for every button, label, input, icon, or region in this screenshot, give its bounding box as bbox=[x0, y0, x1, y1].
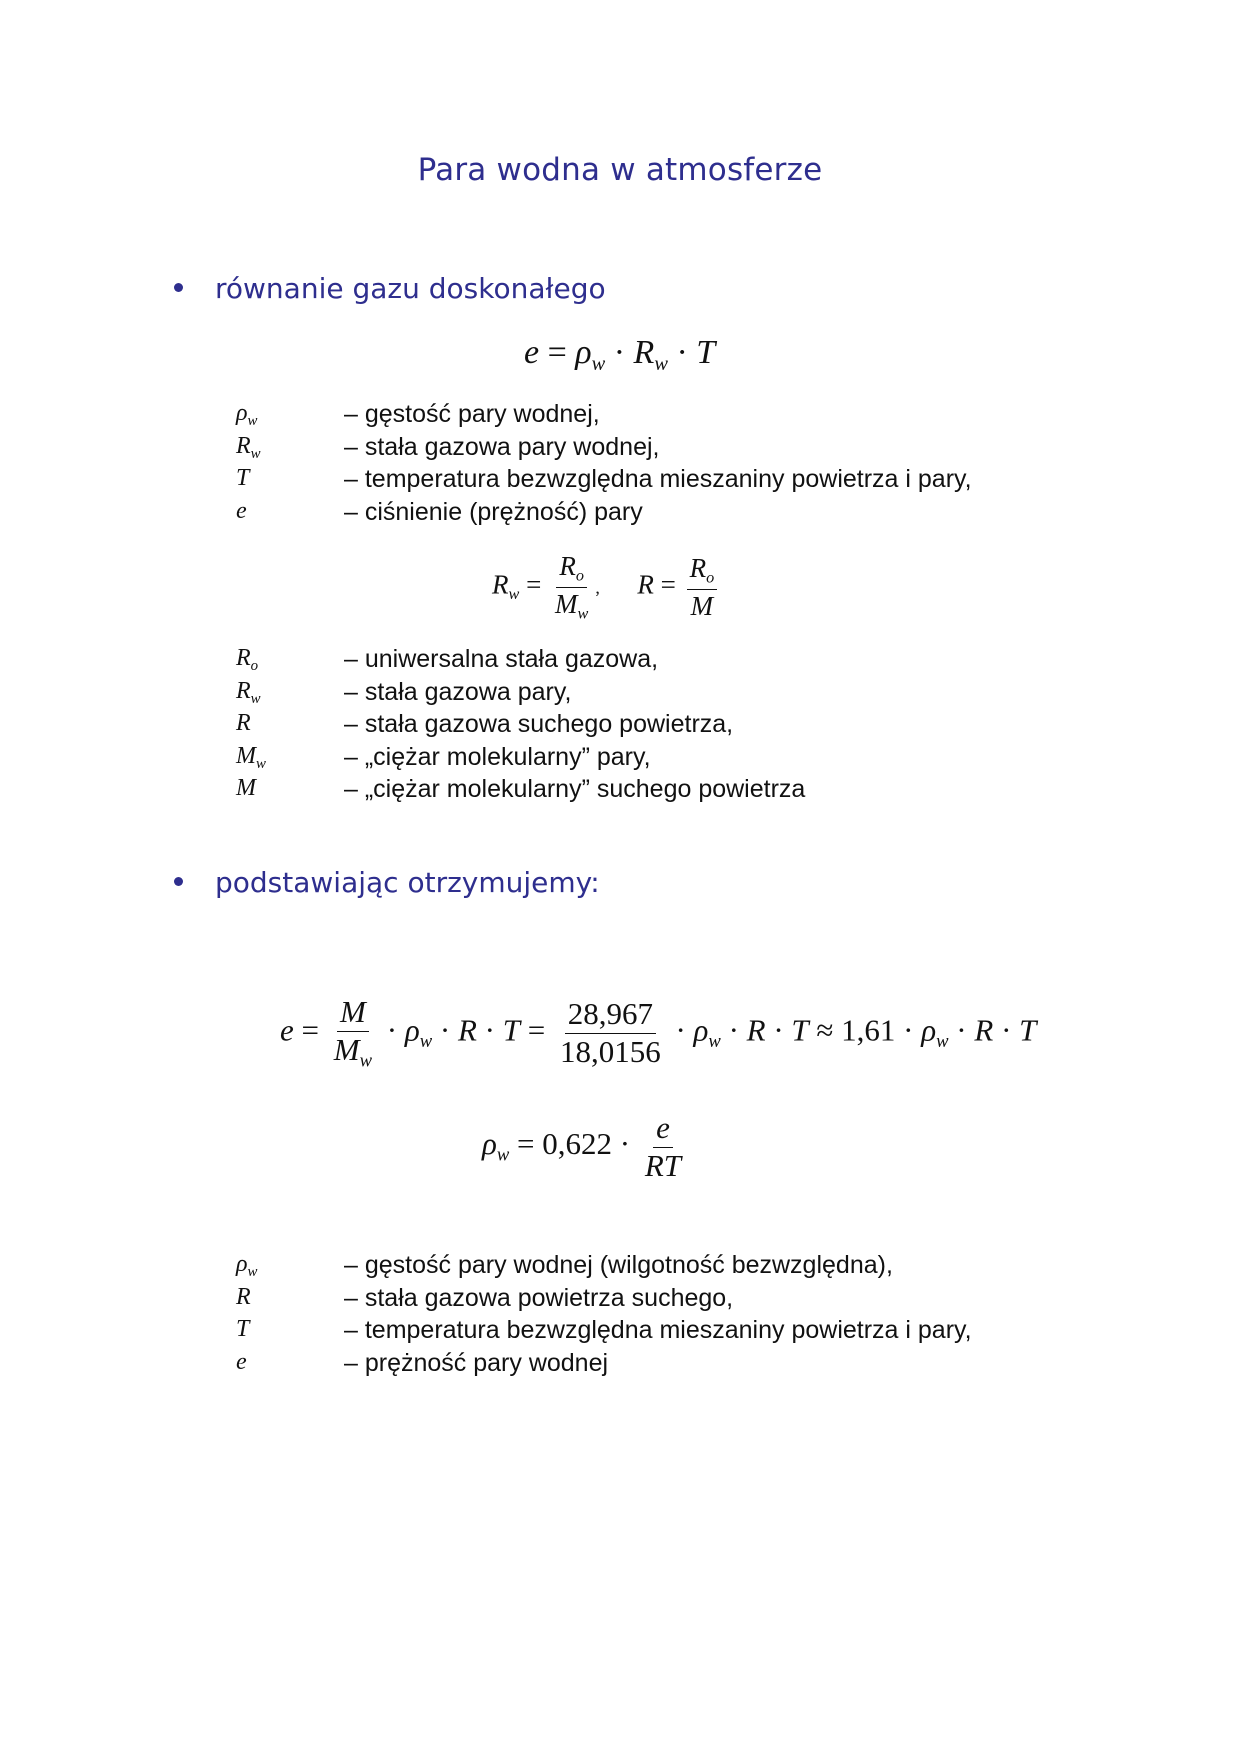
definition-text: – gęstość pary wodnej (wilgotność bezwzględna), bbox=[344, 1251, 893, 1279]
definition-symbol: $M_w$ bbox=[236, 742, 266, 772]
definition-text: – stała gazowa pary, bbox=[344, 677, 572, 706]
eq-symbol: R bbox=[633, 334, 655, 371]
definition-symbol: $\rho_w$ bbox=[236, 400, 258, 430]
equation-vapor-density: $\rho_w = 0,622$ · $\frac{e}{RT}$ bbox=[482, 1112, 688, 1182]
definition-symbol: M bbox=[236, 775, 256, 801]
definition-text: – uniwersalna stała gazowa, bbox=[344, 645, 659, 673]
eq-operator: · bbox=[676, 334, 688, 371]
definition-symbol: $R_o$ bbox=[236, 645, 259, 675]
definition-symbol: e bbox=[236, 1348, 247, 1375]
eq-symbol: T bbox=[696, 334, 716, 371]
fraction: $\frac{R_o}{M_w}$ bbox=[555, 551, 589, 623]
page-title: Para wodna w atmosferze bbox=[417, 152, 823, 188]
definition-text: – temperatura bezwzględna mieszaniny powietrza i pary, bbox=[344, 465, 972, 493]
definition-symbol: R bbox=[236, 1283, 251, 1310]
definition-symbol: $R_w$ bbox=[236, 677, 261, 707]
fraction: $\frac{R_o}{M}$ bbox=[687, 554, 718, 620]
eq-symbol: e bbox=[524, 334, 540, 371]
eq-operator: = bbox=[547, 334, 567, 371]
definition-text: – stała gazowa powietrza suchego, bbox=[344, 1283, 734, 1312]
definition-symbol: e bbox=[236, 497, 247, 524]
eq-subscript: w bbox=[654, 353, 668, 376]
equation-gas-constants: $R_w$ = $\frac{R_o}{M_w}$ , R = $\frac{R_o}{M}$ bbox=[492, 552, 721, 622]
definition-text: – ciśnienie (prężność) pary bbox=[344, 497, 643, 526]
definition-text: – prężność pary wodnej bbox=[344, 1348, 609, 1377]
equation-substituted: e = $\frac{M}{M_w}$ · $\rho_w \cdot R \cdot T$ = $\frac{28,967}{18,0156}$ · $\rho_w \cdot R \cdot T \approx 1,61 \cdot \rho_w \cdot R \cdot T$ bbox=[280, 994, 1037, 1072]
definition-text: – stała gazowa suchego powietrza, bbox=[344, 710, 734, 738]
definition-text: – gęstość pary wodnej, bbox=[344, 400, 600, 428]
definition-text: – temperatura bezwzględna mieszaniny powietrza i pary, bbox=[344, 1316, 972, 1344]
definition-text: – „ciężar molekularny” suchego powietrza bbox=[344, 775, 806, 803]
definition-symbol: T bbox=[236, 465, 250, 491]
definition-symbol: $\rho_w$ bbox=[236, 1251, 258, 1281]
bullet-text: równanie gazu doskonałego bbox=[215, 272, 606, 305]
bullet-text: podstawiając otrzymujemy: bbox=[215, 866, 600, 899]
eq-operator: · bbox=[613, 334, 626, 371]
bullet-ideal-gas bbox=[174, 272, 606, 305]
definition-symbol: T bbox=[236, 1316, 250, 1342]
fraction: $\frac{e}{RT}$ bbox=[644, 1110, 682, 1183]
fraction: $\frac{M}{M_w}$ bbox=[333, 994, 372, 1072]
definition-text: – „ciężar molekularny” pary, bbox=[344, 742, 651, 771]
bullet-dot-icon bbox=[174, 877, 183, 886]
bullet-substitution bbox=[174, 866, 600, 899]
definition-symbol: R bbox=[236, 710, 251, 736]
eq-symbol: ρ bbox=[575, 334, 592, 371]
bullet-dot-icon bbox=[174, 283, 183, 292]
eq-subscript: w bbox=[591, 353, 606, 376]
equation-ideal-gas bbox=[524, 334, 715, 376]
definition-text: – stała gazowa pary wodnej, bbox=[344, 432, 660, 461]
definition-symbol: $R_w$ bbox=[236, 432, 261, 462]
fraction: $\frac{28,967}{18,0156}$ bbox=[559, 996, 661, 1069]
